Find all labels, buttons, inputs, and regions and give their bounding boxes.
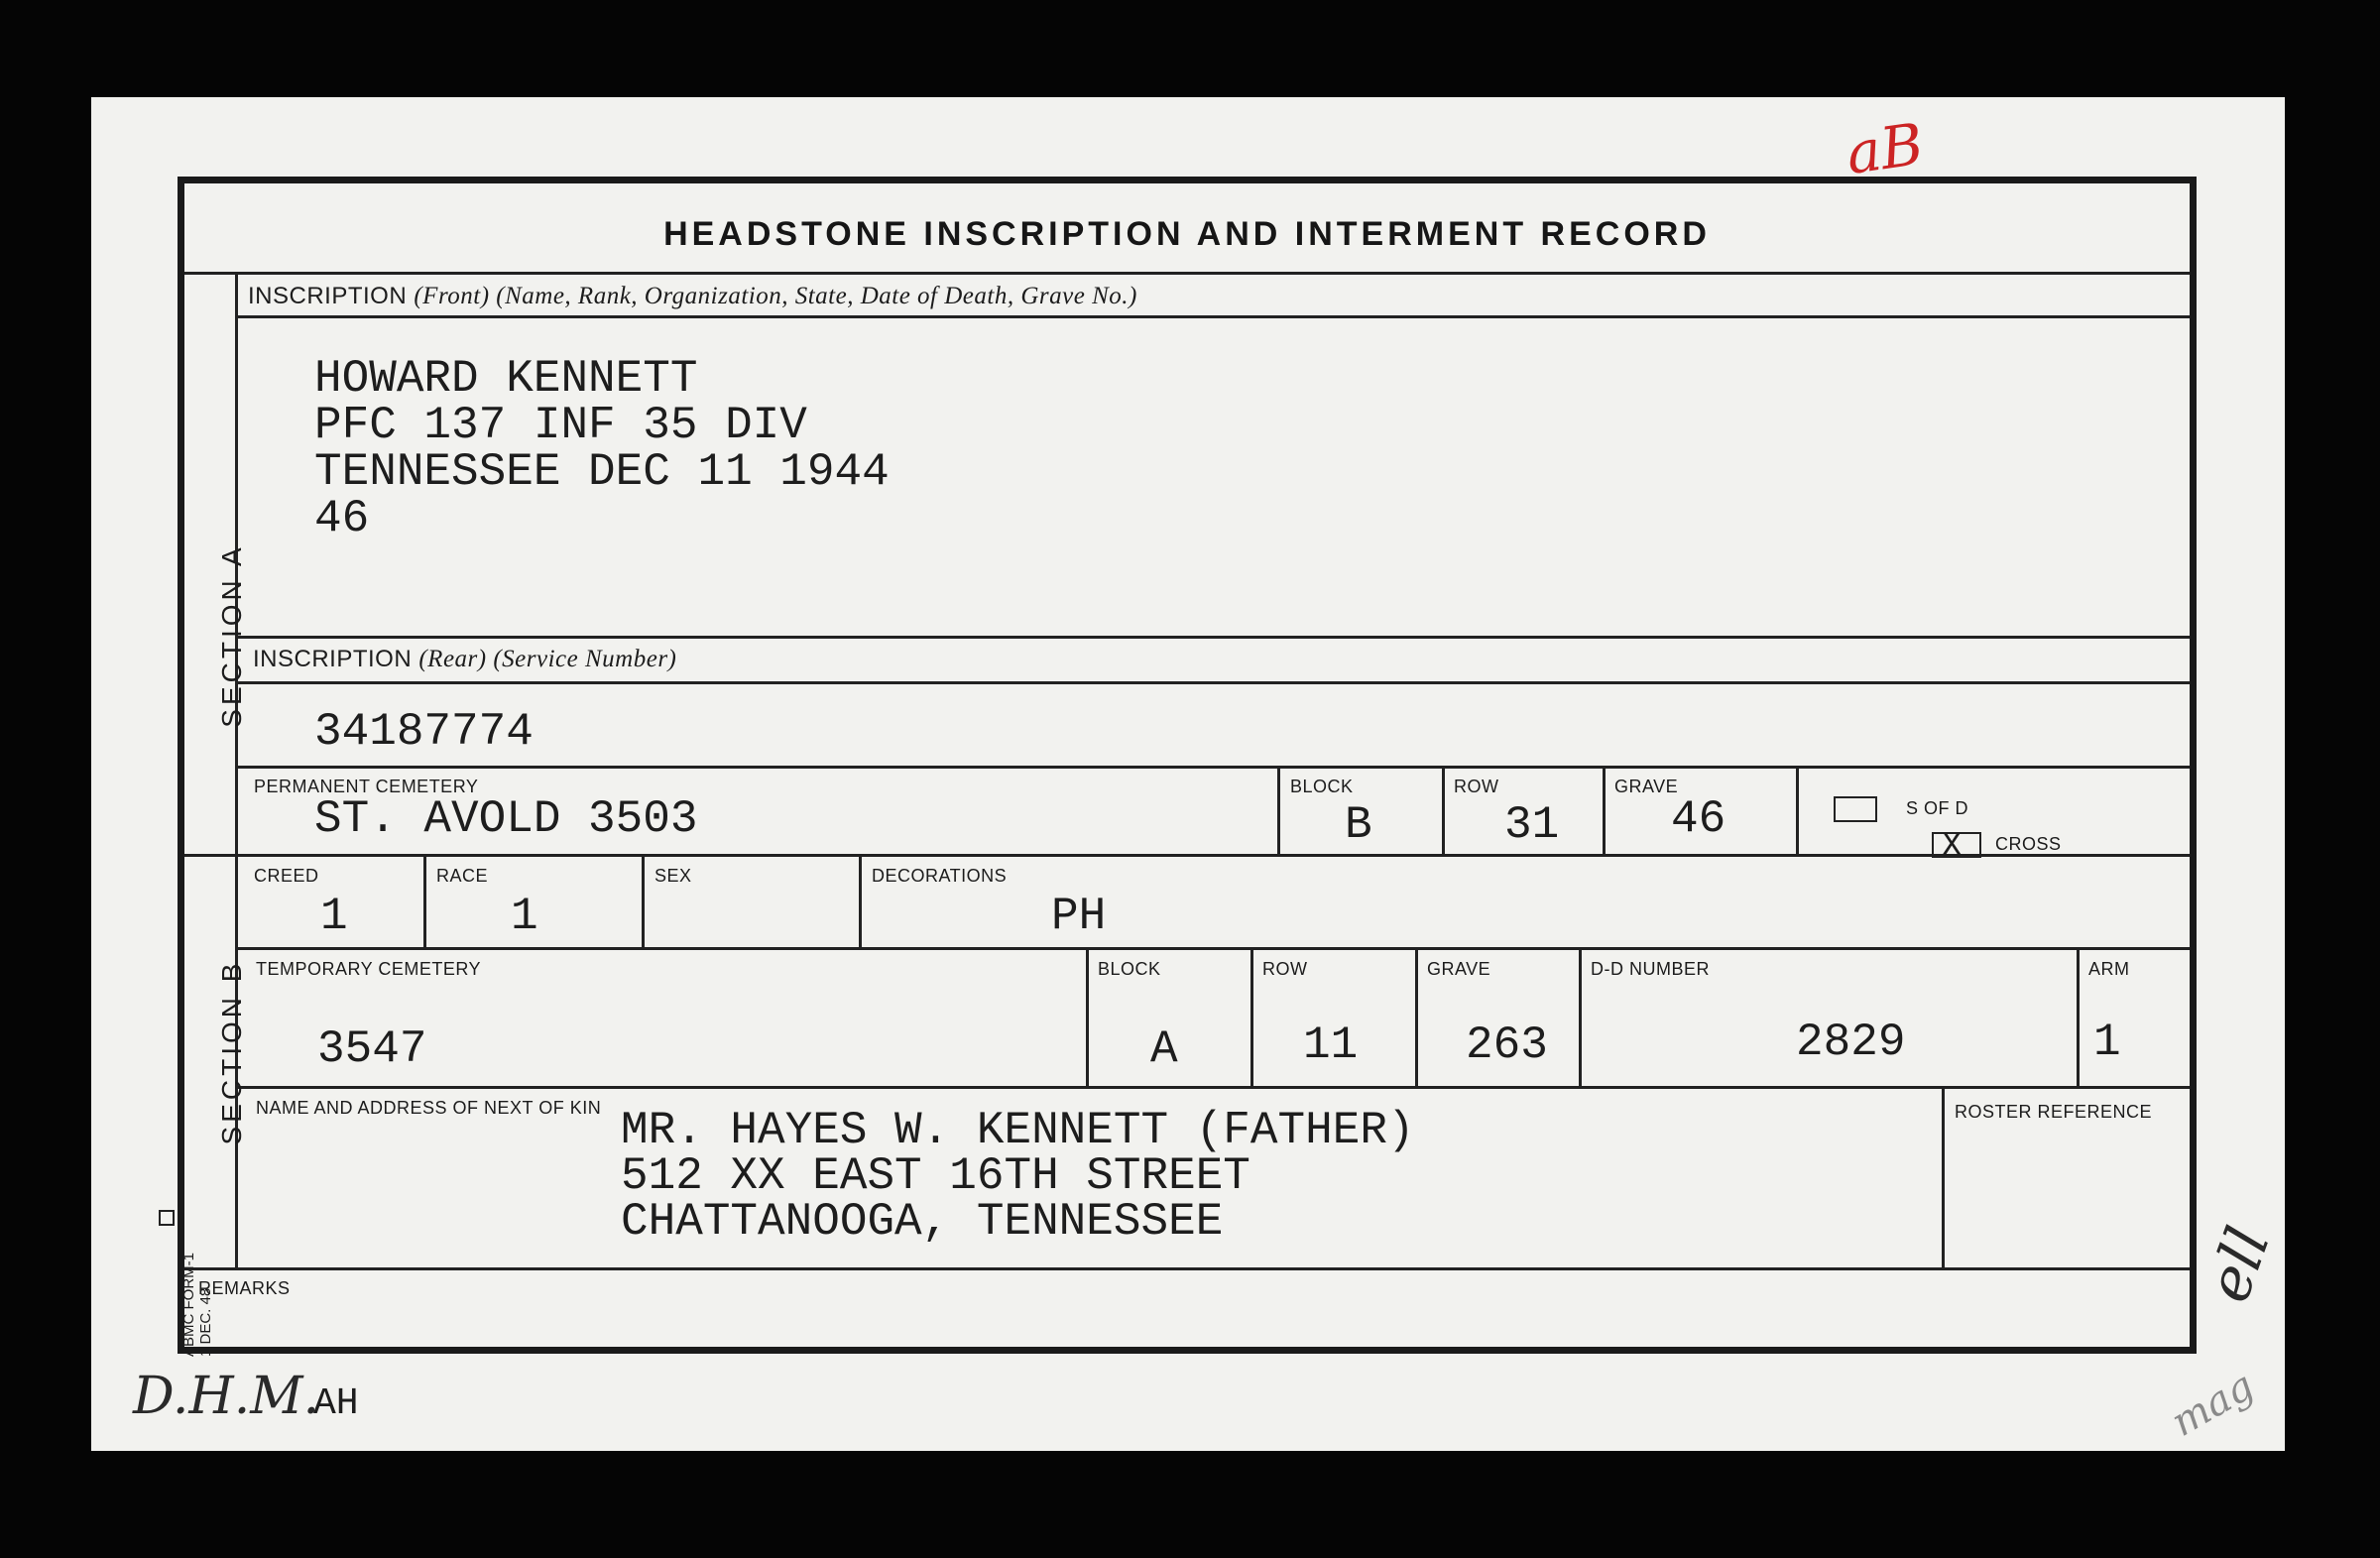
temporary-grave-value: 263 bbox=[1466, 1019, 1548, 1071]
decorations-value: PH bbox=[1051, 891, 1107, 942]
inscription-rear-label bbox=[253, 646, 676, 673]
dd-number-label: D-D NUMBER bbox=[1591, 959, 1710, 979]
form-id-line-1: ABMC FORM-1 bbox=[180, 1253, 197, 1357]
s-of-d-checkbox[interactable] bbox=[1834, 796, 1877, 822]
permanent-block-label: BLOCK bbox=[1290, 777, 1354, 796]
decorations-label: DECORATIONS bbox=[872, 866, 1008, 886]
inscription-front-label-italic: (Front) (Name, Rank, Organization, State, Date of Death, Grave No.) bbox=[414, 283, 1137, 309]
race-value: 1 bbox=[511, 891, 538, 942]
inscription-front-label-text: INSCRIPTION bbox=[248, 283, 408, 309]
typed-initials: AH bbox=[313, 1382, 359, 1425]
inscription-front-line-4: 46 bbox=[314, 493, 370, 544]
form-id-line-2: 1 DEC. 48 bbox=[197, 1287, 214, 1357]
next-of-kin-line-1: MR. HAYES W. KENNETT (FATHER) bbox=[621, 1105, 1415, 1156]
temporary-block-value: A bbox=[1150, 1023, 1178, 1075]
sex-label: SEX bbox=[654, 866, 692, 886]
cross-check-mark: X bbox=[1942, 828, 1963, 866]
temporary-row-value: 11 bbox=[1303, 1019, 1359, 1071]
s-of-d-label: S OF D bbox=[1906, 798, 1969, 818]
permanent-grave-value: 46 bbox=[1671, 793, 1726, 845]
right-margin-handwriting: ell bbox=[2194, 1218, 2285, 1311]
next-of-kin-line-3: CHATTANOOGA, TENNESSEE bbox=[621, 1196, 1224, 1248]
bottom-right-pencil-note: mag bbox=[2164, 1363, 2262, 1446]
inscription-front-line-2: PFC 137 INF 35 DIV bbox=[314, 400, 807, 451]
temporary-cemetery-label: TEMPORARY CEMETERY bbox=[256, 959, 482, 979]
next-of-kin-line-2: 512 XX EAST 16TH STREET bbox=[621, 1150, 1250, 1202]
arm-label: ARM bbox=[2088, 959, 2130, 979]
permanent-cemetery-value: ST. AVOLD 3503 bbox=[314, 793, 698, 845]
section-b-label: SECTION B bbox=[216, 959, 247, 1145]
inscription-front-line-1: HOWARD KENNETT bbox=[314, 353, 698, 405]
permanent-row-value: 31 bbox=[1504, 799, 1560, 851]
form-id-box bbox=[159, 1210, 175, 1226]
service-number: 34187774 bbox=[314, 706, 534, 758]
cross-label: CROSS bbox=[1995, 834, 2062, 854]
permanent-grave-label: GRAVE bbox=[1614, 777, 1679, 796]
temporary-row-label: ROW bbox=[1262, 959, 1308, 979]
next-of-kin-label: NAME AND ADDRESS OF NEXT OF KIN bbox=[256, 1098, 602, 1118]
temporary-cemetery-value: 3547 bbox=[317, 1023, 427, 1075]
permanent-cemetery-label: PERMANENT CEMETERY bbox=[254, 777, 479, 796]
roster-reference-label: ROSTER REFERENCE bbox=[1955, 1102, 2153, 1122]
temporary-block-label: BLOCK bbox=[1098, 959, 1161, 979]
dd-number-value: 2829 bbox=[1796, 1017, 1906, 1068]
creed-label: CREED bbox=[254, 866, 319, 886]
race-label: RACE bbox=[436, 866, 489, 886]
inscription-front-label bbox=[248, 283, 1137, 310]
inscription-rear-label-italic: (Rear) (Service Number) bbox=[418, 646, 677, 672]
handwritten-initials: D.H.M. bbox=[133, 1367, 320, 1426]
remarks-label: REMARKS bbox=[198, 1278, 291, 1298]
creed-value: 1 bbox=[320, 891, 348, 942]
inscription-rear-label-text: INSCRIPTION bbox=[253, 646, 413, 672]
inscription-front-line-3: TENNESSEE DEC 11 1944 bbox=[314, 446, 890, 498]
arm-value: 1 bbox=[2093, 1017, 2121, 1068]
form-frame bbox=[178, 177, 2197, 1354]
section-a-label: SECTION A bbox=[216, 543, 247, 728]
form-title: HEADSTONE INSCRIPTION AND INTERMENT RECORD bbox=[663, 215, 1711, 253]
permanent-row-label: ROW bbox=[1454, 777, 1499, 796]
record-card bbox=[91, 97, 2285, 1451]
temporary-grave-label: GRAVE bbox=[1427, 959, 1491, 979]
permanent-block-value: B bbox=[1345, 799, 1372, 851]
form-id bbox=[180, 1158, 220, 1357]
red-handwritten-mark: aB bbox=[1842, 109, 1928, 188]
